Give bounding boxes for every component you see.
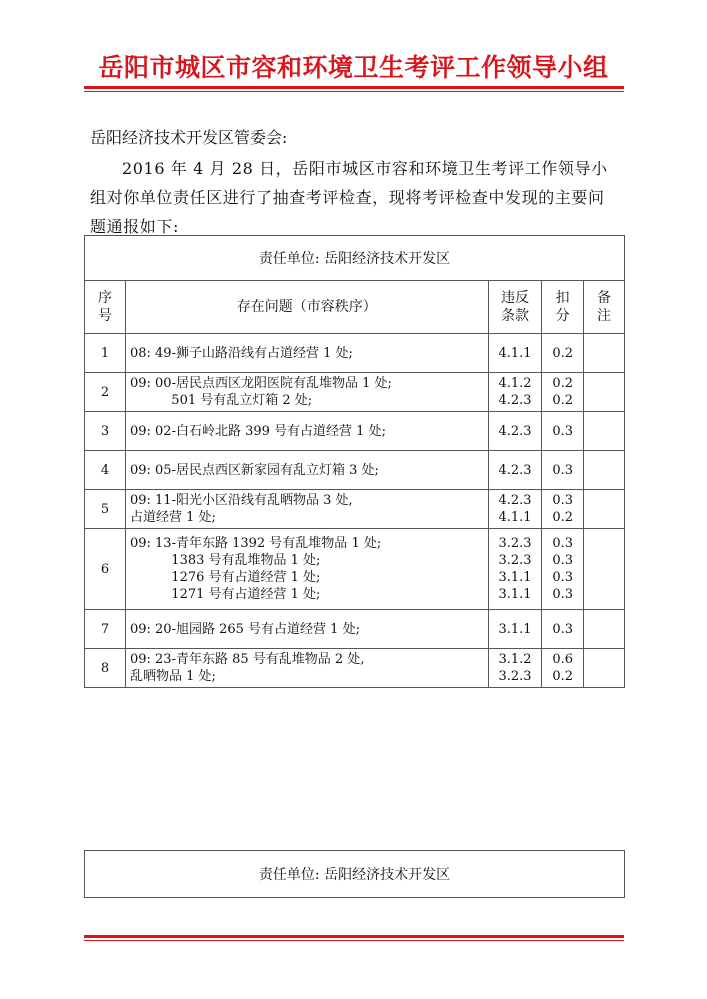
title-rule-thin (84, 91, 624, 92)
header-points: 扣 分 (542, 281, 584, 334)
row-issue: 08: 49-狮子山路沿线有占道经营 1 处; (125, 334, 488, 373)
responsible-unit: 责任单位: 岳阳经济技术开发区 (85, 236, 625, 281)
table-row (85, 490, 625, 529)
footer-responsible-unit: 责任单位: 岳阳经济技术开发区 (85, 851, 625, 898)
inspection-table (84, 235, 625, 688)
row-note (583, 373, 624, 412)
row-points: 0.3 (542, 610, 584, 649)
row-issue: 09: 00-居民点西区龙阳医院有乱堆物品 1 处; 501 号有乱立灯箱 2 处; (125, 373, 488, 412)
row-clause: 4.1.2 4.2.3 (488, 373, 542, 412)
footer-rule-thin (84, 940, 624, 941)
row-number: 7 (85, 610, 126, 649)
row-points: 0.2 (542, 334, 584, 373)
row-number: 2 (85, 373, 126, 412)
row-note (583, 649, 624, 688)
header-clause: 违反 条款 (488, 281, 542, 334)
letter-body: 2016 年 4 月 28 日，岳阳市城区市容和环境卫生考评工作领导小组对你单位责任区进行了抽查考评检查，现将考评检查中发现的主要问题通报如下: (90, 159, 608, 236)
addressee: 岳阳经济技术开发区管委会: (90, 128, 288, 147)
row-clause: 3.1.1 (488, 610, 542, 649)
row-clause: 4.2.3 (488, 412, 542, 451)
table-row (85, 529, 625, 610)
row-number: 6 (85, 529, 126, 610)
row-number: 8 (85, 649, 126, 688)
row-number: 4 (85, 451, 126, 490)
row-points: 0.3 (542, 412, 584, 451)
table-unit-row (85, 236, 625, 281)
row-note (583, 334, 624, 373)
table-row (85, 412, 625, 451)
table-row (85, 334, 625, 373)
row-issue: 09: 20-旭园路 265 号有占道经营 1 处; (125, 610, 488, 649)
footer-box (84, 850, 625, 898)
row-issue: 09: 13-青年东路 1392 号有乱堆物品 1 处; 1383 号有乱堆物品 1 处; 1276 号有占道经营 1 处; 1271 号有占道经营 1 处; (125, 529, 488, 610)
row-points: 0.3 0.3 0.3 0.3 (542, 529, 584, 610)
row-points: 0.2 0.2 (542, 373, 584, 412)
row-issue: 09: 02-白石岭北路 399 号有占道经营 1 处; (125, 412, 488, 451)
row-note (583, 412, 624, 451)
table-row (85, 649, 625, 688)
row-clause: 4.2.3 4.1.1 (488, 490, 542, 529)
row-note (583, 610, 624, 649)
row-points: 0.6 0.2 (542, 649, 584, 688)
row-issue: 09: 23-青年东路 85 号有乱堆物品 2 处, 乱晒物品 1 处; (125, 649, 488, 688)
row-issue: 09: 05-居民点西区新家园有乱立灯箱 3 处; (125, 451, 488, 490)
row-note (583, 529, 624, 610)
header-note: 备 注 (583, 281, 624, 334)
header-issue: 存在问题（市容秩序） (125, 281, 488, 334)
row-points: 0.3 0.2 (542, 490, 584, 529)
table-row (85, 451, 625, 490)
row-clause: 4.2.3 (488, 451, 542, 490)
row-clause: 3.1.2 3.2.3 (488, 649, 542, 688)
row-issue: 09: 11-阳光小区沿线有乱晒物品 3 处, 占道经营 1 处; (125, 490, 488, 529)
row-clause: 3.2.3 3.2.3 3.1.1 3.1.1 (488, 529, 542, 610)
row-number: 3 (85, 412, 126, 451)
title-rule-thick (84, 86, 624, 89)
row-points: 0.3 (542, 451, 584, 490)
row-note (583, 451, 624, 490)
header-no: 序 号 (85, 281, 126, 334)
table-row (85, 373, 625, 412)
table-header-row (85, 281, 625, 334)
footer-rule-thick (84, 935, 624, 938)
row-note (583, 490, 624, 529)
row-number: 5 (85, 490, 126, 529)
table-row (85, 610, 625, 649)
document-title: 岳阳市城区市容和环境卫生考评工作领导小组 (98, 53, 609, 82)
row-number: 1 (85, 334, 126, 373)
row-clause: 4.1.1 (488, 334, 542, 373)
